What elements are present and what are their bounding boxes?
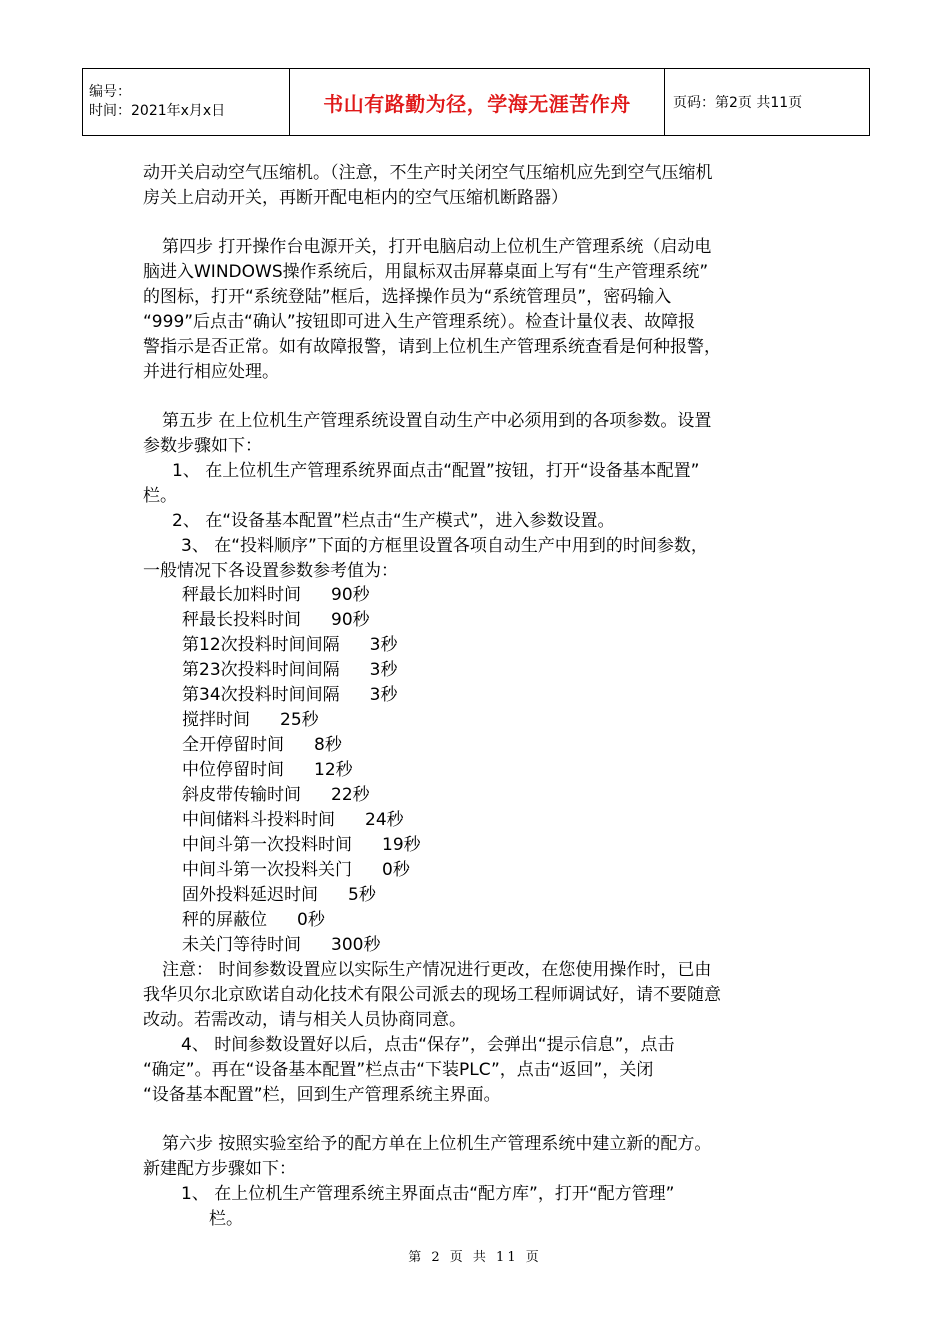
parameter-name: 秤最长投料时间: [182, 610, 301, 630]
parameter-row: [182, 634, 397, 656]
parameter-name: 秤最长加料时间: [182, 585, 301, 605]
list-item: 3、 在“投料顺序”下面的方框里设置各项自动生产中用到的时间参数，: [181, 536, 708, 556]
parameter-name: 秤的屏蔽位: [182, 910, 267, 930]
parameter-value: 3秒: [369, 685, 398, 705]
parameter-name: 第12次投料时间间隔: [182, 635, 340, 655]
parameter-row: [182, 884, 376, 906]
list-item: 1、 在上位机生产管理系统主界面点击“配方库”，打开“配方管理”: [181, 1184, 675, 1204]
text-line: 新建配方步骤如下：: [143, 1159, 296, 1179]
parameter-value: 12秒: [314, 760, 353, 780]
parameter-value: 90秒: [331, 585, 370, 605]
parameter-row: [182, 909, 325, 931]
text-line: 房关上启动开关，再断开配电柜内的空气压缩机断路器）: [143, 188, 568, 208]
parameter-value: 22秒: [331, 785, 370, 805]
parameter-name: 中间斗第一次投料时间: [182, 835, 352, 855]
text-line: 栏。: [209, 1209, 243, 1229]
parameter-name: 斜皮带传输时间: [182, 785, 301, 805]
parameter-value: 3秒: [369, 660, 398, 680]
header-number: 编号：: [89, 84, 131, 100]
parameter-row: [182, 734, 342, 756]
text-line: 脑进入WINDOWS操作系统后，用鼠标双击屏幕桌面上写有“生产管理系统”: [143, 262, 709, 282]
header-motto: 书山有路勤为径，学海无涯苦作舟: [290, 69, 665, 136]
header-time: 时间：2021年x月x日: [89, 103, 226, 119]
header-page-info: 页码：第2页 共11页: [665, 69, 870, 136]
parameter-row: [182, 834, 421, 856]
parameter-row: [182, 709, 319, 731]
text-line: 的图标，打开“系统登陆”框后，选择操作员为“系统管理员”，密码输入: [143, 287, 672, 307]
text-line: 警指示是否正常。如有故障报警，请到上位机生产管理系统查看是何种报警，: [143, 337, 721, 357]
text-line: 参数步骤如下：: [143, 436, 262, 456]
step-4-heading: 第四步 打开操作台电源开关，打开电脑启动上位机生产管理系统（启动电: [162, 237, 712, 257]
parameter-value: 25秒: [280, 710, 319, 730]
text-line: 栏。: [143, 486, 177, 506]
parameter-row: [182, 809, 404, 831]
parameter-name: 全开停留时间: [182, 735, 284, 755]
page-footer: 第 2 页 共 11 页: [408, 1250, 542, 1265]
list-item: 4、 时间参数设置好以后，点击“保存”，会弹出“提示信息”，点击: [181, 1035, 675, 1055]
step-5-heading: 第五步 在上位机生产管理系统设置自动生产中必须用到的各项参数。设置: [162, 411, 712, 431]
parameter-value: 90秒: [331, 610, 370, 630]
parameter-name: 第34次投料时间间隔: [182, 685, 340, 705]
list-item: 1、 在上位机生产管理系统界面点击“配置”按钮，打开“设备基本配置”: [172, 461, 700, 481]
parameter-value: 24秒: [365, 810, 404, 830]
parameter-row: [182, 684, 397, 706]
parameter-value: 5秒: [348, 885, 376, 905]
list-item: 2、 在“设备基本配置”栏点击“生产模式”，进入参数设置。: [172, 511, 615, 531]
text-line: 动开关启动空气压缩机。（注意，不生产时关闭空气压缩机应先到空气压缩机: [143, 163, 713, 183]
parameter-value: 0秒: [297, 910, 325, 930]
parameter-name: 中位停留时间: [182, 760, 284, 780]
text-line: “确定”。再在“设备基本配置”栏点击“下装PLC”，点击“返回”，关闭: [143, 1060, 654, 1080]
text-line: 一般情况下各设置参数参考值为：: [143, 561, 398, 581]
parameter-row: [182, 584, 370, 606]
parameter-name: 中间储料斗投料时间: [182, 810, 335, 830]
parameter-row: [182, 609, 370, 631]
parameter-name: 第23次投料时间间隔: [182, 660, 340, 680]
parameter-name: 中间斗第一次投料关门: [182, 860, 352, 880]
text-line: 并进行相应处理。: [143, 362, 279, 382]
step-6-heading: 第六步 按照实验室给予的配方单在上位机生产管理系统中建立新的配方。: [162, 1134, 712, 1154]
parameter-value: 0秒: [382, 860, 410, 880]
parameter-name: 固外投料延迟时间: [182, 885, 318, 905]
text-line: “999”后点击“确认”按钮即可进入生产管理系统）。检查计量仪表、故障报: [143, 312, 696, 332]
text-line: “设备基本配置”栏，回到生产管理系统主界面。: [143, 1085, 501, 1105]
parameter-row: [182, 859, 410, 881]
parameter-row: [182, 934, 380, 956]
header-meta: [83, 69, 290, 136]
parameter-name: 未关门等待时间: [182, 935, 301, 955]
text-line: 我华贝尔北京欧诺自动化技术有限公司派去的现场工程师调试好，请不要随意: [143, 985, 721, 1005]
parameter-name: 搅拌时间: [182, 710, 250, 730]
text-line: 改动。若需改动，请与相关人员协商同意。: [143, 1010, 466, 1030]
parameter-row: [182, 659, 397, 681]
parameter-row: [182, 759, 353, 781]
note-line: 注意： 时间参数设置应以实际生产情况进行更改，在您使用操作时，已由: [162, 960, 712, 980]
parameter-value: 300秒: [331, 935, 381, 955]
parameter-value: 8秒: [314, 735, 342, 755]
page-header: [82, 68, 870, 136]
parameter-row: [182, 784, 370, 806]
parameter-value: 3秒: [369, 635, 398, 655]
parameter-value: 19秒: [382, 835, 421, 855]
